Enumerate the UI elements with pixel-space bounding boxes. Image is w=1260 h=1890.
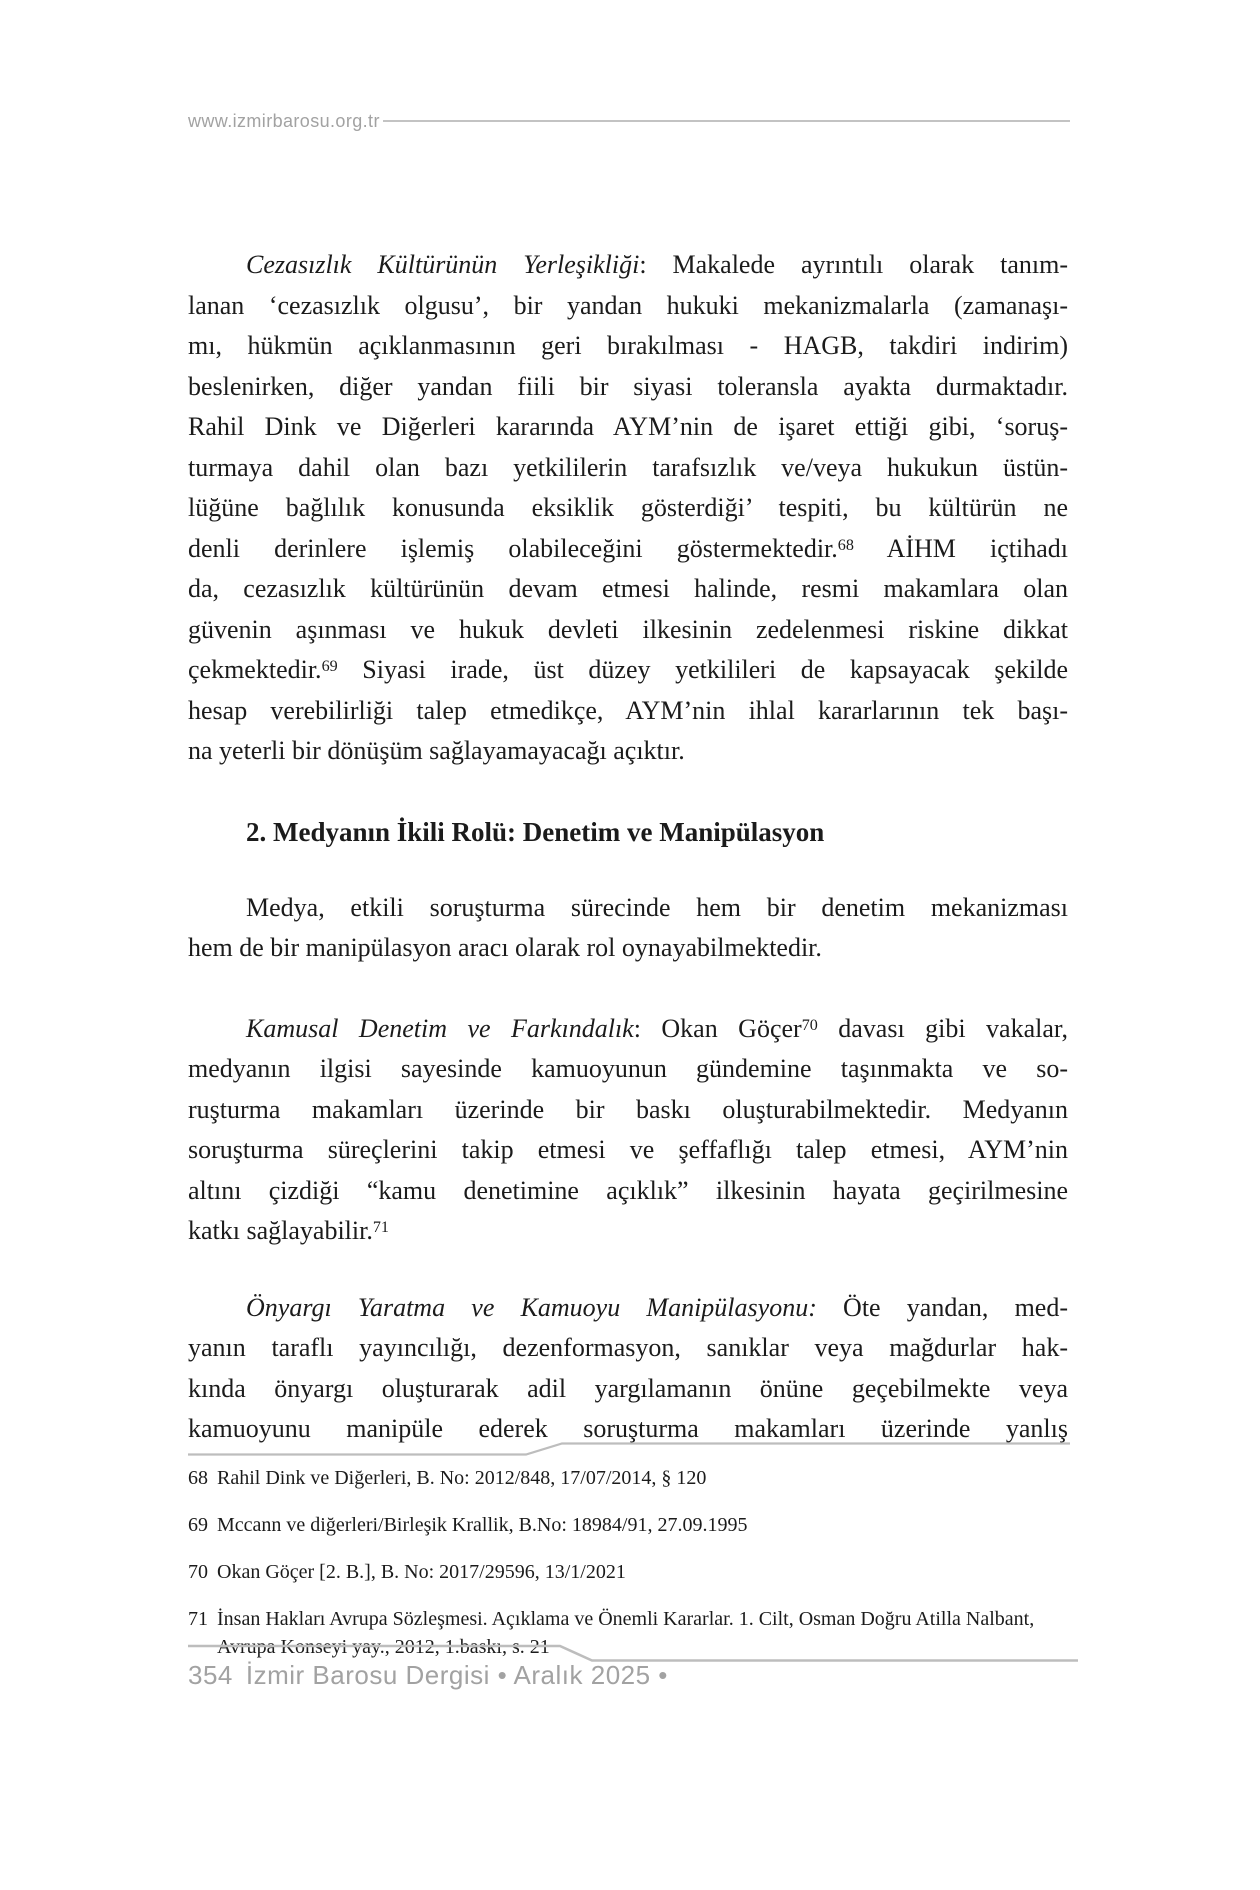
text-line: mı, hükmün açıklanmasının geri bırakılması - HAGB, takdiri indirim) <box>188 331 1068 360</box>
footnote-number: 71 <box>188 1608 208 1630</box>
text-line: lüğüne bağlılık konusunda eksiklik gösterdiği’ tespiti, bu kültürün ne <box>188 493 1068 522</box>
text-line: lanan ‘cezasızlık olgusu’, bir yandan hukuki mekanizmalarla (zamanaşı- <box>188 290 1068 320</box>
footnote-number: 69 <box>188 1514 208 1536</box>
text-line: Önyargı Yaratma ve Kamuoyu Manipülasyonu: Öte yandan, med- <box>246 1292 1069 1322</box>
article-body <box>188 245 1068 1450</box>
journal-title: İzmir Barosu Dergisi • Aralık 2025 • <box>245 1660 668 1690</box>
website-url: www.izmirbarosu.org.tr <box>188 110 380 131</box>
text-line: Rahil Dink ve Diğerleri kararında AYM’nin de işaret ettiği gibi, ‘soruş- <box>188 412 1068 441</box>
header-rule <box>383 120 1070 122</box>
footnote-number: 68 <box>188 1467 208 1489</box>
text-line: beslenirken, diğer yandan fiili bir siyasi toleransla ayakta durmaktadır. <box>188 371 1068 401</box>
footnote-text: Mccann ve diğerleri/Birleşik Krallik, B.No: 18984/91, 27.09.1995 <box>217 1514 748 1536</box>
text-line: katkı sağlayabilir.$^{71}$ <box>188 1216 389 1245</box>
footnote-item <box>188 1558 1093 1592</box>
text-line: Medya, etkili soruşturma sürecinde hem bir denetim mekanizması <box>246 892 1068 922</box>
footnote-divider-line <box>188 1441 1070 1457</box>
page-header <box>188 110 1070 132</box>
text-line: soruşturma süreçlerini takip etmesi ve şeffaflığı talep etmesi, AYM’nin <box>188 1135 1068 1164</box>
footer-text <box>188 1660 1068 1691</box>
footnote-text: Okan Göçer [2. B.], B. No: 2017/29596, 13/1/2021 <box>217 1561 626 1583</box>
text-line: hesap verebilirliği talep etmedikçe, AYM’nin ihlal kararlarının tek başı- <box>188 695 1068 725</box>
footnote-divider <box>188 1441 1070 1457</box>
paragraph <box>188 245 1068 772</box>
footnote-item <box>188 1464 1093 1498</box>
text-line: yanın taraflı yayıncılığı, dezenformasyon, sanıklar veya mağdurlar hak- <box>188 1333 1068 1362</box>
footnote-text: Rahil Dink ve Diğerleri, B. No: 2012/848, 17/07/2014, § 120 <box>217 1467 707 1489</box>
text-line: na yeterli bir dönüşüm sağlayamayacağı açıktır. <box>188 736 685 765</box>
text-line: da, cezasızlık kültürünün devam etmesi halinde, resmi makamlara olan <box>188 574 1068 603</box>
paragraph <box>188 1288 1068 1450</box>
text-line: ruşturma makamları üzerinde bir baskı oluşturabilmektedir. Medyanın <box>188 1094 1068 1124</box>
text-line: medyanın ilgisi sayesinde kamuoyunun gündemine taşınmakta ve so- <box>188 1054 1068 1083</box>
text-line: Kamusal Denetim ve Farkındalık: Okan Göçer$^{70}$ davası gibi vakalar, <box>246 1013 1068 1043</box>
paragraph <box>188 1009 1068 1252</box>
text-line: kamuoyunu manipüle ederek soruşturma makamları üzerinde yanlış <box>188 1414 1068 1443</box>
text-line: hem de bir manipülasyon aracı olarak rol oynayabilmektedir. <box>188 933 822 962</box>
text-line: denli derinlere işlemiş olabileceğini göstermektedir.$^{68}$ AİHM içtihadı <box>188 533 1068 563</box>
paragraph <box>188 888 1068 969</box>
text-line: turmaya dahil olan bazı yetkililerin tarafsızlık ve/veya hukukun üstün- <box>188 452 1068 482</box>
page-number: 354 <box>188 1660 233 1690</box>
footnote-number: 70 <box>188 1561 208 1583</box>
text-line: kında önyargı oluşturarak adil yargılamanın önüne geçebilmekte veya <box>188 1373 1068 1403</box>
text-line: Cezasızlık Kültürünün Yerleşikliği: Makalede ayrıntılı olarak tanım- <box>246 250 1068 279</box>
footnote-text: İnsan Hakları Avrupa Sözleşmesi. Açıklama ve Önemli Kararlar. 1. Cilt, Osman Doğru Atilla Nalbant, Avrupa Konseyi yay., 2012, 1.baskı, s. 21 <box>217 1608 1035 1658</box>
text-line: çekmektedir.$^{69}$ Siyasi irade, üst düzey yetkilileri de kapsayacak şekilde <box>188 655 1068 684</box>
footnote-item <box>188 1511 1093 1545</box>
text-line: altını çizdiği “kamu denetimine açıklık” ilkesinin hayata geçirilmesine <box>188 1175 1068 1205</box>
section-heading: 2. Medyanın İkili Rolü: Denetim ve Manipülasyon <box>246 816 825 847</box>
text-line: güvenin aşınması ve hukuk devleti ilkesinin zedelenmesi riskine dikkat <box>188 614 1068 644</box>
